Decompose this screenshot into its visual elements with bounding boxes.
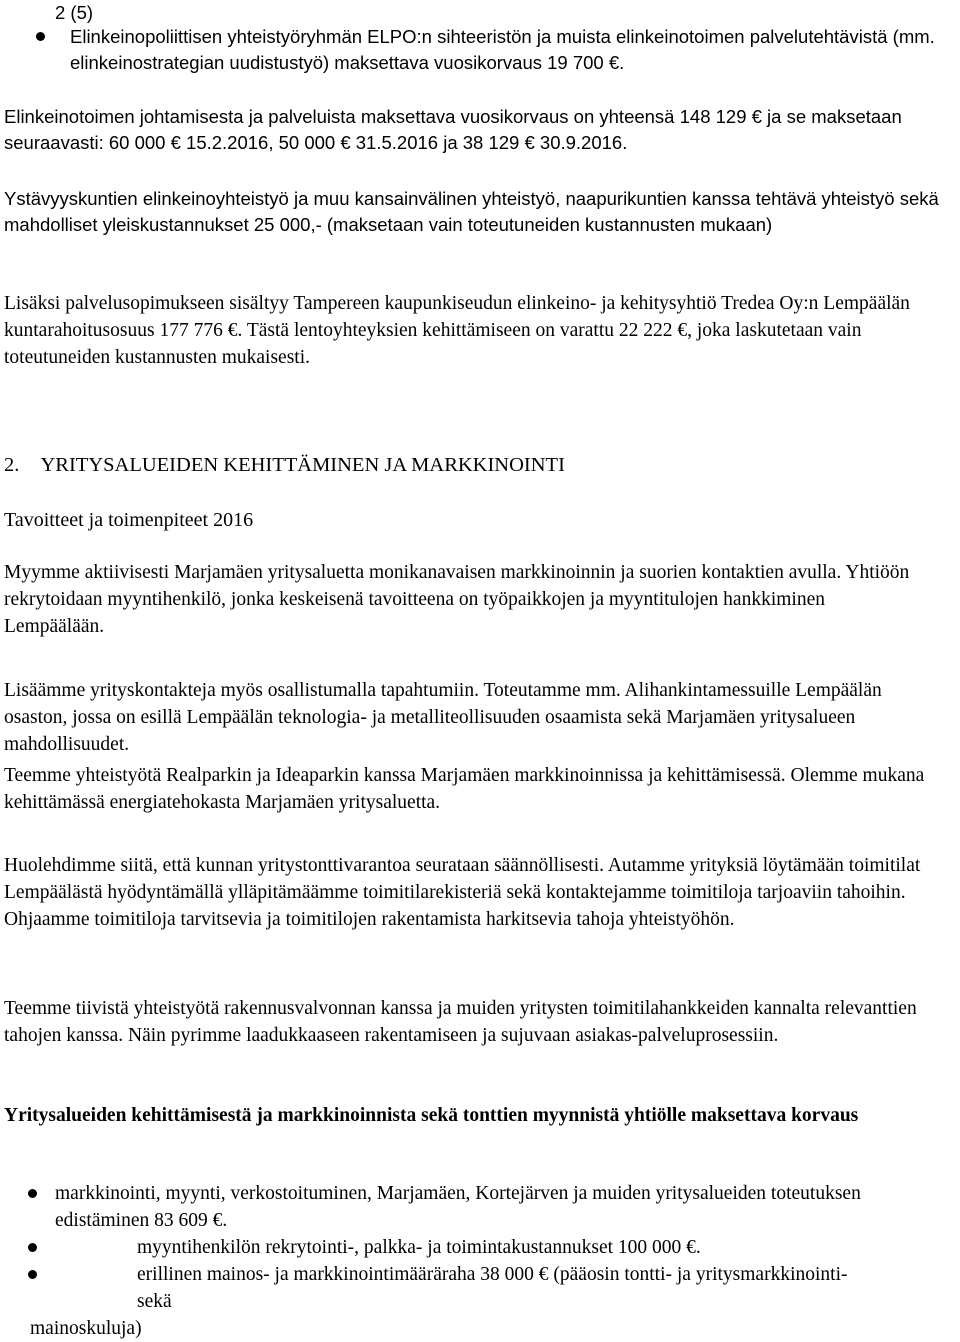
- list-item-continuation: mainoskuluja): [30, 1318, 142, 1339]
- tredea-paragraph: Lisäksi palvelusopimukseen sisältyy Tampereen kaupunkiseudun elinkeino- ja kehitysyhtiö Tredea Oy:n Lempäälän kuntarahoitusosuus 177 776 €. Tästä lentoyhteyksien kehittämiseen on varattu 22 222 €, joka laskutetaan vain toteutuneiden kustannusten mukaisesti.: [4, 293, 910, 368]
- page-number: 2 (5): [55, 2, 94, 23]
- paragraph-partners: Teemme yhteistyötä Realparkin ja Ideaparkin kanssa Marjamäen markkinoinnissa ja kehittämisessä. Olemme mukana kehittämässä energiatehokasta Marjamäen yritysaluetta.: [4, 765, 925, 813]
- compensation-heading: Yritysalueiden kehittämisestä ja markkinoinnista sekä tonttien myynnistä yhtiölle maksettava korvaus: [4, 1105, 859, 1126]
- list-item: myyntihenkilön rekrytointi-, palkka- ja toimintakustannukset 100 000 €.: [137, 1237, 701, 1258]
- list-item: markkinointi, myynti, verkostoituminen, Marjamäen, Kortejärven ja muiden yritysalueiden toteutuksen edistäminen 83 609 €.: [55, 1183, 861, 1231]
- cooperation-paragraph: Ystävyyskuntien elinkeinoyhteistyö ja muu kansainvälinen yhteistyö, naapurikuntien kanssa tehtävä yhteistyö sekä mahdolliset yleiskustannukset 25 000,- (maksetaan vain toteutuneiden kustannusten mukaan): [4, 188, 939, 235]
- section-title: YRITYSALUEIDEN KEHITTÄMINEN JA MARKKINOINTI: [40, 454, 565, 476]
- bullet-dot-icon: [28, 1243, 37, 1252]
- paragraph-building-control: Teemme tiivistä yhteistyötä rakennusvalvonnan kanssa ja muiden yritysten toimitilahankkeiden kannalta relevanttien tahojen kanssa. Näin pyrimme laadukkaaseen rakentamiseen ja sujuvaan asiakas-palveluprosessiin.: [4, 998, 917, 1046]
- paragraph-events: Lisäämme yrityskontakteja myös osallistumalla tapahtumiin. Toteutamme mm. Alihankintamessuille Lempäälän osaston, jossa on esillä Lempäälän teknologia- ja metalliteollisuuden osaamista sekä Marjamäen yritysalueen mahdollisuudet.: [4, 680, 882, 755]
- top-bullet-text: Elinkeinopoliittisen yhteistyöryhmän ELPO:n sihteeristön ja muista elinkeinotoimen palvelutehtävistä (mm. elinkeinostrategian uudistustyö) maksettava vuosikorvaus 19 700 €.: [70, 26, 935, 73]
- section-number: 2.: [4, 454, 20, 476]
- bullet-dot-icon: [28, 1270, 37, 1279]
- section-heading: [4, 452, 565, 479]
- list-item: erillinen mainos- ja markkinointimääräraha 38 000 € (pääosin tontti- ja yritysmarkkinointi-: [137, 1264, 848, 1285]
- paragraph-sales: Myymme aktiivisesti Marjamäen yritysaluetta monikanavaisen markkinoinnin ja suorien kontaktien avulla. Yhtiöön rekrytoidaan myyntihenkilö, jonka keskeisenä tavoitteena on työpaikkojen ja myyntitulojen hankkiminen Lempäälään.: [4, 562, 910, 637]
- subheading: Tavoitteet ja toimenpiteet 2016: [4, 509, 254, 531]
- bullet-dot-icon: [36, 32, 45, 41]
- bullet-dot-icon: [28, 1189, 37, 1198]
- paragraph-premises: Huolehdimme siitä, että kunnan yritystonttivarantoa seurataan säännöllisesti. Autamme yrityksiä löytämään toimitilat Lempäälästä hyödyntämällä ylläpitämäämme toimitilarekisteriä sekä kontaktejamme toimitiloja tarjoaviin tahoihin. Ohjaamme toimitiloja tarvitsevia ja toimitilojen rakentamista harkitsevia tahoja yhteistyöhön.: [4, 855, 921, 930]
- payment-paragraph: Elinkeinotoimen johtamisesta ja palveluista maksettava vuosikorvaus on yhteensä 148 129 € ja se maksetaan seuraavasti: 60 000 € 15.2.2016, 50 000 € 31.5.2016 ja 38 129 € 30.9.2016.: [4, 106, 902, 153]
- list-item-continuation: sekä: [137, 1291, 172, 1312]
